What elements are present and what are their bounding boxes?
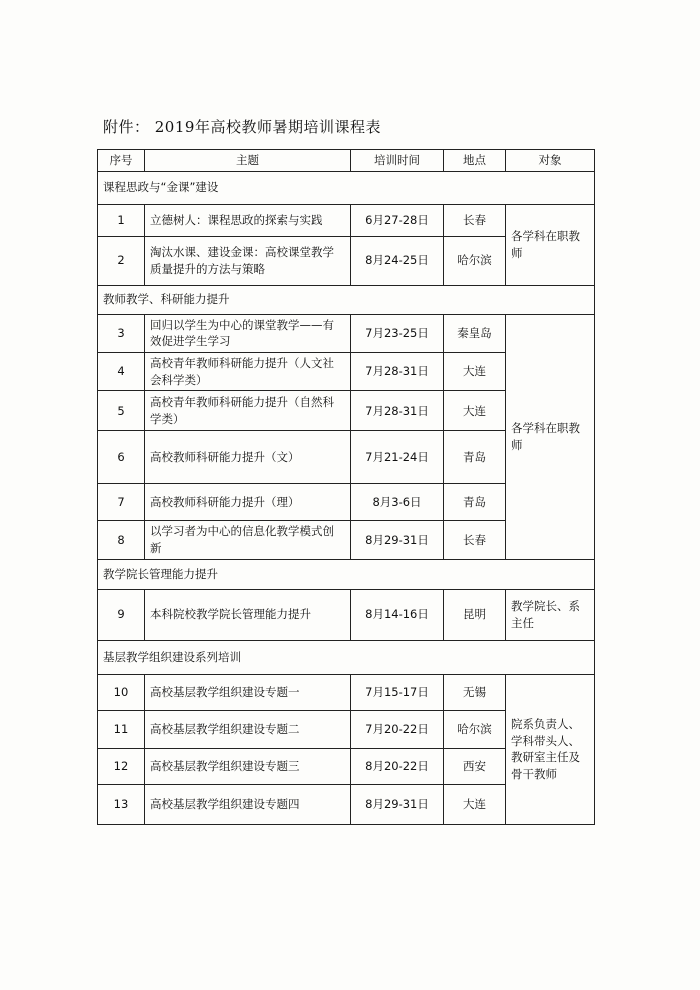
row-topic: 回归以学生为中心的课堂教学——有效促进学生学习 [145,314,351,352]
table-row [98,674,595,710]
row-no: 8 [98,521,145,559]
row-topic: 立德树人：课程思政的探索与实践 [145,204,351,236]
table-row [98,314,595,352]
row-time: 7月15-17日 [351,674,444,710]
row-no: 9 [98,589,145,640]
row-place: 秦皇岛 [444,314,506,352]
row-topic: 本科院校教学院长管理能力提升 [145,589,351,640]
header-target: 对象 [506,150,595,172]
row-topic: 高校基层教学组织建设专题四 [145,784,351,824]
row-place: 哈尔滨 [444,236,506,285]
row-time: 7月28-31日 [351,391,444,431]
row-topic: 以学习者为中心的信息化教学模式创新 [145,521,351,559]
row-target: 院系负责人、学科带头人、教研室主任及骨干教师 [506,674,595,824]
row-target: 教学院长、系主任 [506,589,595,640]
row-time: 7月28-31日 [351,353,444,391]
row-time: 8月29-31日 [351,521,444,559]
row-no: 6 [98,431,145,484]
row-no: 3 [98,314,145,352]
row-time: 7月23-25日 [351,314,444,352]
row-target: 各学科在职教师 [506,314,595,559]
row-topic: 高校基层教学组织建设专题三 [145,748,351,784]
section-title: 教学院长管理能力提升 [98,559,595,589]
row-topic: 高校教师科研能力提升（文） [145,431,351,484]
row-place: 哈尔滨 [444,710,506,748]
row-time: 6月27-28日 [351,204,444,236]
header-place: 地点 [444,150,506,172]
row-no: 5 [98,391,145,431]
section-title: 基层教学组织建设系列培训 [98,640,595,674]
row-place: 大连 [444,784,506,824]
row-no: 2 [98,236,145,285]
row-time: 8月20-22日 [351,748,444,784]
row-place: 长春 [444,521,506,559]
table-row [98,204,595,236]
row-topic: 淘汰水课、建设金课：高校课堂教学质量提升的方法与策略 [145,236,351,285]
section-title: 教师教学、科研能力提升 [98,285,595,314]
row-time: 7月20-22日 [351,710,444,748]
row-topic: 高校基层教学组织建设专题一 [145,674,351,710]
row-place: 青岛 [444,484,506,521]
row-no: 12 [98,748,145,784]
row-place: 长春 [444,204,506,236]
row-time: 8月14-16日 [351,589,444,640]
row-time: 8月24-25日 [351,236,444,285]
row-place: 昆明 [444,589,506,640]
row-topic: 高校青年教师科研能力提升（人文社会科学类） [145,353,351,391]
row-topic: 高校教师科研能力提升（理） [145,484,351,521]
table-row [98,589,595,640]
row-no: 10 [98,674,145,710]
header-no: 序号 [98,150,145,172]
row-time: 7月21-24日 [351,431,444,484]
document-title: 附件： 2019年高校教师暑期培训课程表 [103,118,381,136]
header-time: 培训时间 [351,150,444,172]
row-no: 7 [98,484,145,521]
row-time: 8月29-31日 [351,784,444,824]
schedule-table [97,149,595,825]
row-no: 1 [98,204,145,236]
row-target: 各学科在职教师 [506,204,595,285]
row-no: 11 [98,710,145,748]
section-title: 课程思政与“金课”建设 [98,171,595,204]
row-topic: 高校基层教学组织建设专题二 [145,710,351,748]
row-place: 无锡 [444,674,506,710]
row-topic: 高校青年教师科研能力提升（自然科学类） [145,391,351,431]
row-time: 8月3-6日 [351,484,444,521]
row-place: 大连 [444,391,506,431]
row-no: 4 [98,353,145,391]
row-no: 13 [98,784,145,824]
header-topic: 主题 [145,150,351,172]
row-place: 青岛 [444,431,506,484]
row-place: 大连 [444,353,506,391]
row-place: 西安 [444,748,506,784]
header-row [98,150,595,172]
